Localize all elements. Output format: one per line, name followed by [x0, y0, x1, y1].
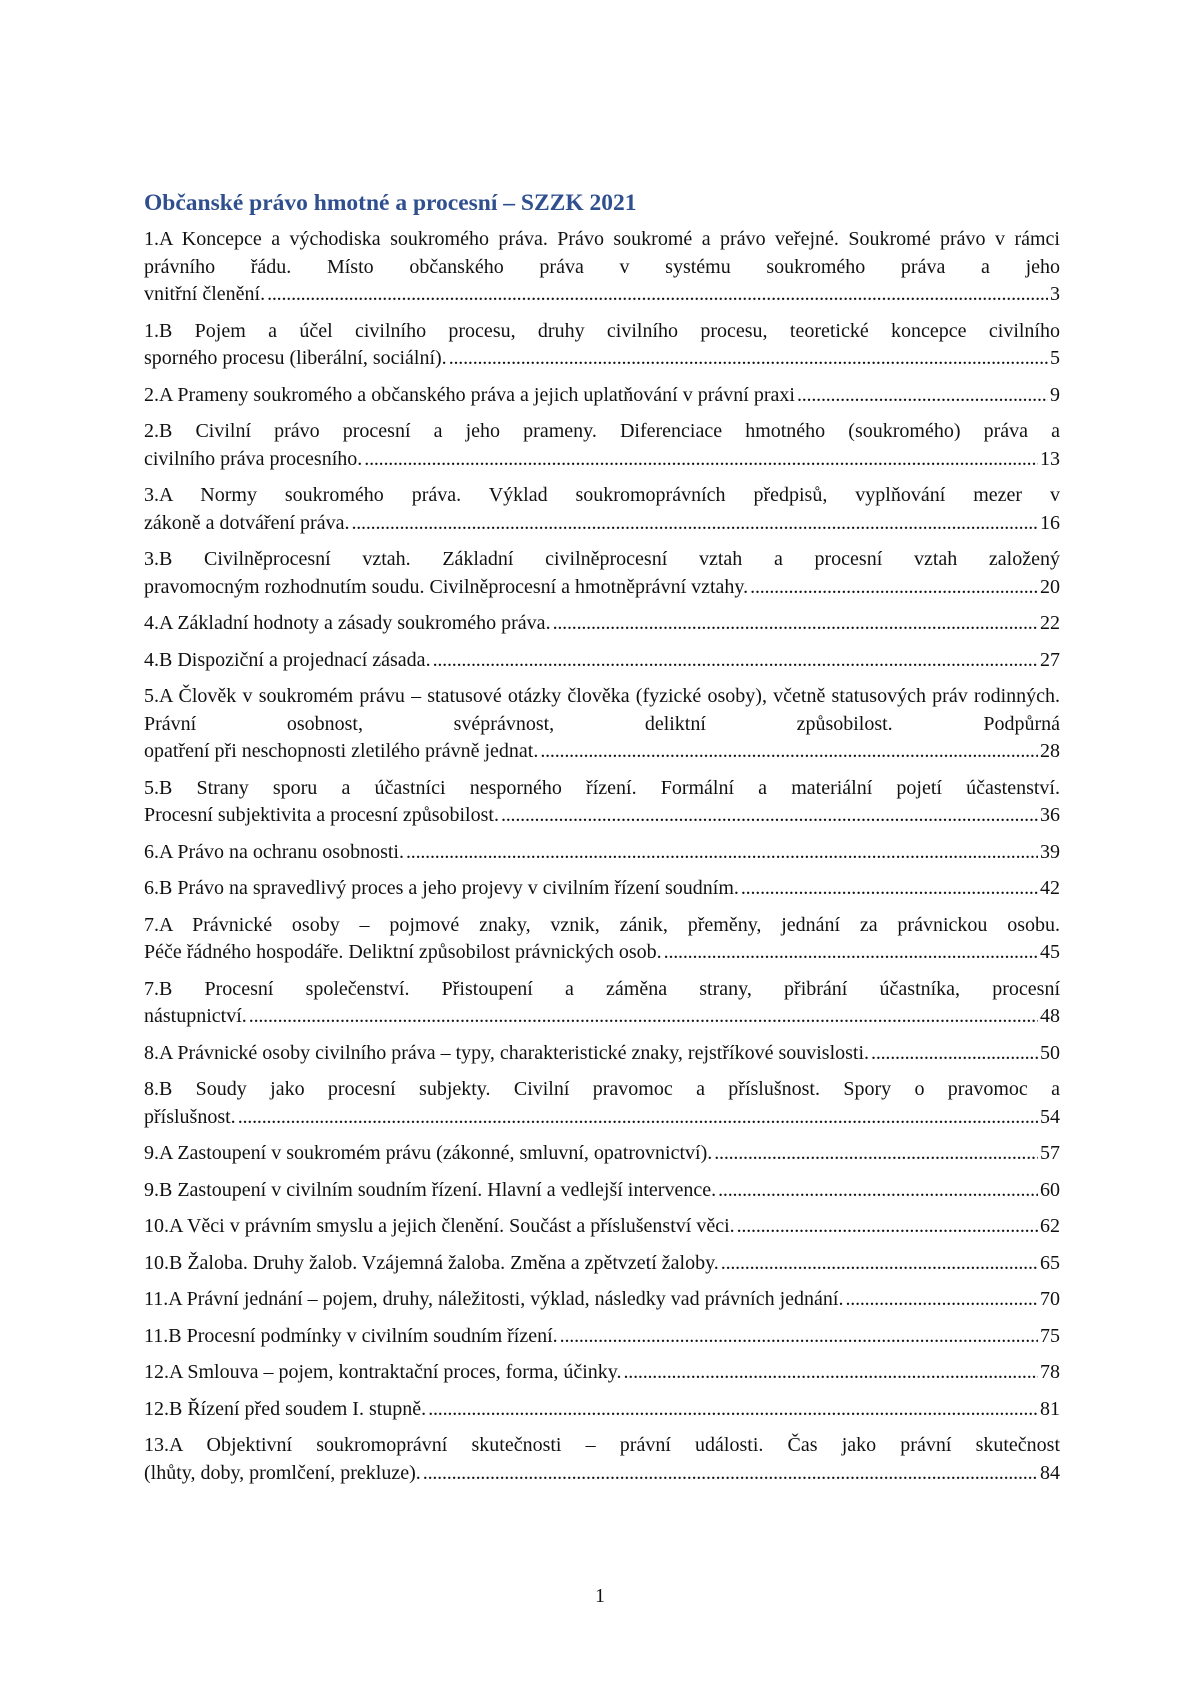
toc-entry-text-end: 8.A Právnické osoby civilního práva – typy, charakteristické znaky, rejstříkové souvislosti. [144, 1041, 870, 1064]
toc-dot-leader [750, 574, 1038, 602]
page-number: 1 [595, 1585, 605, 1607]
toc-entry-line [144, 939, 1060, 967]
toc-entry-text-end: Procesní subjektivita a procesní způsobilost. [144, 804, 499, 826]
toc-page-number: 70 [1040, 1288, 1060, 1310]
toc-page-number: 20 [1040, 575, 1060, 598]
toc-dot-leader [501, 802, 1038, 830]
toc-entry-line [144, 610, 1060, 638]
toc-dot-leader [449, 345, 1048, 373]
toc-entry-line [144, 839, 1060, 867]
toc-page-number: 75 [1040, 1324, 1060, 1347]
toc-entry[interactable] [144, 1286, 1060, 1314]
toc-entry-line [144, 1177, 1060, 1205]
toc-dot-leader [423, 1460, 1038, 1488]
toc-page-number: 36 [1040, 804, 1060, 826]
toc-entry-text-end: 4.A Základní hodnoty a zásady soukromého práva. [144, 612, 551, 634]
toc-entry[interactable] [144, 1359, 1060, 1387]
toc-entry[interactable] [144, 875, 1060, 903]
toc-entry-text: 5.A Člověk v soukromém právu – statusové otázky člověka (fyzické osoby), včetně statusových práv rodinných. Právní osobnost, svéprávnost, deliktní způsobilost. Podpůrná [144, 685, 1060, 735]
toc-entry-text-end: 6.B Právo na spravedlivý proces a jeho projevy v civilním řízení soudním. [144, 877, 739, 899]
toc-entry-line [144, 574, 1060, 602]
toc-dot-leader [845, 1286, 1038, 1314]
toc-dot-leader [238, 1104, 1038, 1132]
toc-entry[interactable] [144, 775, 1060, 830]
toc-entry[interactable] [144, 418, 1060, 473]
toc-entry[interactable] [144, 683, 1060, 766]
toc-entry-line [144, 875, 1060, 903]
toc-dot-leader [624, 1359, 1039, 1387]
toc-entry-text: 7.A Právnické osoby – pojmové znaky, vznik, zánik, přeměny, jednání za právnickou osobu. [144, 913, 1060, 936]
toc-entry-line [144, 510, 1060, 538]
toc-entry-line [144, 1003, 1060, 1031]
toc-entry-text-end: 12.B Řízení před soudem I. stupně. [144, 1397, 427, 1420]
toc-entry-text: 8.B Soudy jako procesní subjekty. Civilní pravomoc a příslušnost. Spory o pravomoc a [144, 1078, 1060, 1100]
toc-entry-line [144, 1040, 1060, 1068]
toc-dot-leader [560, 1323, 1038, 1351]
toc-entry-line [144, 281, 1060, 309]
toc-entry[interactable] [144, 382, 1060, 410]
toc-entry-text-end: příslušnost. [144, 1105, 236, 1128]
toc-entry-line [144, 1460, 1060, 1488]
toc-entry-line [144, 647, 1060, 675]
toc-entry-text-end: civilního práva procesního. [144, 447, 363, 470]
toc-entry-text: 1.B Pojem a účel civilního procesu, druhy civilního procesu, teoretické koncepce civilního [144, 319, 1060, 342]
toc-entry-text-end: 10.B Žaloba. Druhy žalob. Vzájemná žaloba. Změna a zpětvzetí žaloby. [144, 1251, 719, 1274]
toc-page-number: 48 [1040, 1005, 1060, 1027]
toc-entry-line [144, 1104, 1060, 1132]
toc-dot-leader [718, 1177, 1038, 1205]
toc-page-number: 45 [1040, 941, 1060, 963]
toc-page-number: 50 [1040, 1041, 1060, 1064]
toc-entry-text-end: vnitřní členění. [144, 283, 266, 305]
toc-entry-text-end: zákoně a dotváření práva. [144, 511, 350, 534]
toc-entry[interactable] [144, 1432, 1060, 1487]
toc-entry-text-end: 11.B Procesní podmínky v civilním soudním řízení. [144, 1324, 558, 1347]
toc-entry[interactable] [144, 1323, 1060, 1351]
toc-dot-leader [406, 839, 1038, 867]
toc-entry[interactable] [144, 482, 1060, 537]
toc-entry-text-end: 10.A Věci v právním smyslu a jejich členění. Součást a příslušenství věci. [144, 1215, 735, 1237]
toc-entry-text: 13.A Objektivní soukromoprávní skutečnosti – právní události. Čas jako právní skutečnost [144, 1434, 1060, 1456]
toc-entry[interactable] [144, 647, 1060, 675]
toc-entry-text-end: pravomocným rozhodnutím soudu. Civilněprocesní a hmotněprávní vztahy. [144, 575, 749, 598]
toc-entry-text-end: sporného procesu (liberální, sociální). [144, 347, 447, 369]
toc-page-number: 16 [1040, 511, 1060, 534]
toc-entry[interactable] [144, 1177, 1060, 1205]
toc-entry[interactable] [144, 1213, 1060, 1241]
toc-page-number: 22 [1040, 612, 1060, 634]
toc-dot-leader [433, 647, 1038, 675]
toc-dot-leader [737, 1213, 1038, 1241]
toc-dot-leader [797, 382, 1048, 410]
toc-entry-text-end: opatření při neschopnosti zletilého právně jednat. [144, 740, 539, 762]
toc-entry-text: 2.B Civilní právo procesní a jeho prameny. Diferenciace hmotného (soukromého) práva a [144, 420, 1060, 442]
toc-page-number: 28 [1040, 740, 1060, 762]
toc-page-number: 84 [1040, 1461, 1060, 1484]
toc-entry-line [144, 1323, 1060, 1351]
toc-entry-text-end: nástupnictví. [144, 1005, 247, 1027]
toc-dot-leader [721, 1250, 1038, 1278]
toc-page-number: 54 [1040, 1105, 1060, 1128]
toc-entry-text: 5.B Strany sporu a účastníci nesporného řízení. Formální a materiální pojetí účastenství. [144, 776, 1060, 799]
toc-dot-leader [364, 446, 1038, 474]
toc-entry-text-end: 12.A Smlouva – pojem, kontraktační proces, forma, účinky. [144, 1361, 622, 1383]
toc-entry[interactable] [144, 226, 1060, 309]
table-of-contents [144, 226, 1060, 1496]
toc-page-number: 9 [1050, 383, 1060, 406]
toc-entry[interactable] [144, 1250, 1060, 1278]
toc-entry-text: 7.B Procesní společenství. Přistoupení a záměna strany, přibrání účastníka, procesní [144, 977, 1060, 1000]
toc-entry-line [144, 1359, 1060, 1387]
toc-entry[interactable] [144, 1396, 1060, 1424]
toc-entry-text-end: 4.B Dispoziční a projednací zásada. [144, 648, 431, 671]
toc-page-number: 78 [1040, 1361, 1060, 1383]
toc-entry-line [144, 1140, 1060, 1168]
toc-entry-text-end: (lhůty, doby, promlčení, prekluze). [144, 1461, 421, 1484]
toc-entry-text-end: 9.B Zastoupení v civilním soudním řízení. Hlavní a vedlejší intervence. [144, 1178, 717, 1201]
toc-page-number: 42 [1040, 877, 1060, 899]
toc-dot-leader [351, 510, 1038, 538]
toc-page-number: 5 [1050, 347, 1060, 369]
toc-entry[interactable] [144, 976, 1060, 1031]
toc-page-number: 3 [1050, 283, 1060, 305]
toc-dot-leader [664, 939, 1038, 967]
toc-entry[interactable] [144, 912, 1060, 967]
toc-entry[interactable] [144, 1076, 1060, 1131]
toc-entry[interactable] [144, 1040, 1060, 1068]
toc-page-number: 39 [1040, 840, 1060, 863]
toc-entry-text-end: 11.A Právní jednání – pojem, druhy, náležitosti, výklad, následky vad právních jednání. [144, 1288, 844, 1310]
toc-entry-text: 1.A Koncepce a východiska soukromého práva. Právo soukromé a právo veřejné. Soukromé právo v rámci právního řádu. Místo občanského práva v systému soukromého práva a jeho [144, 228, 1060, 278]
toc-dot-leader [871, 1040, 1038, 1068]
toc-dot-leader [428, 1396, 1038, 1424]
toc-entry-text-end: 6.A Právo na ochranu osobnosti. [144, 840, 404, 863]
toc-entry-line [144, 1396, 1060, 1424]
toc-page-number: 13 [1040, 447, 1060, 470]
toc-entry-text: 3.B Civilněprocesní vztah. Základní civilněprocesní vztah a procesní vztah založený [144, 548, 1060, 570]
toc-dot-leader [540, 738, 1038, 766]
document-title: Občanské právo hmotné a procesní – SZZK 2021 [144, 190, 637, 216]
toc-dot-leader [267, 281, 1048, 309]
toc-entry[interactable] [144, 318, 1060, 373]
toc-entry-line [144, 382, 1060, 410]
toc-entry-line [144, 738, 1060, 766]
toc-dot-leader [553, 610, 1038, 638]
toc-entry[interactable] [144, 839, 1060, 867]
toc-entry[interactable] [144, 610, 1060, 638]
toc-entry-text-end: Péče řádného hospodáře. Deliktní způsobilost právnických osob. [144, 941, 662, 963]
toc-dot-leader [714, 1140, 1038, 1168]
toc-entry-line [144, 1250, 1060, 1278]
toc-entry-line [144, 802, 1060, 830]
toc-dot-leader [741, 875, 1038, 903]
toc-entry[interactable] [144, 546, 1060, 601]
toc-page-number: 81 [1040, 1397, 1060, 1420]
toc-dot-leader [249, 1003, 1038, 1031]
toc-page-number: 60 [1040, 1178, 1060, 1201]
toc-entry[interactable] [144, 1140, 1060, 1168]
toc-entry-line [144, 446, 1060, 474]
toc-entry-text: 3.A Normy soukromého práva. Výklad soukromoprávních předpisů, vyplňování mezer v [144, 484, 1060, 506]
toc-page-number: 65 [1040, 1251, 1060, 1274]
toc-entry-text-end: 2.A Prameny soukromého a občanského práva a jejich uplatňování v právní praxi [144, 383, 795, 406]
toc-entry-line [144, 1286, 1060, 1314]
toc-page-number: 57 [1040, 1142, 1060, 1164]
toc-entry-line [144, 345, 1060, 373]
toc-page-number: 27 [1040, 648, 1060, 671]
toc-entry-text-end: 9.A Zastoupení v soukromém právu (zákonné, smluvní, opatrovnictví). [144, 1142, 713, 1164]
toc-page-number: 62 [1040, 1215, 1060, 1237]
toc-entry-line [144, 1213, 1060, 1241]
